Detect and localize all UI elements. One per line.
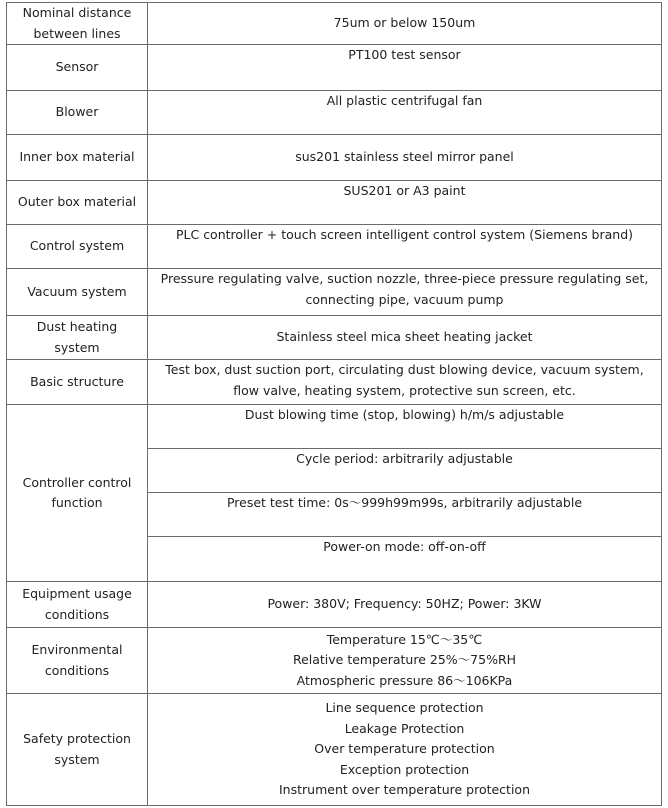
value-line: Leakage Protection	[344, 720, 465, 736]
row-label: Blower	[7, 91, 148, 135]
row-value: Preset test time: 0s～999h99m99s, arbitrarily adjustable	[148, 493, 662, 537]
row-value: Power-on mode: off-on-off	[148, 537, 662, 582]
row-label: Inner box material	[7, 135, 148, 181]
row-value: PLC controller + touch screen intelligent control system (Siemens brand)	[148, 225, 662, 269]
value-line: Relative temperature 25%～75%RH	[292, 652, 517, 668]
value-line: Temperature 15℃～35℃	[326, 631, 483, 647]
row-label: Vacuum system	[7, 269, 148, 316]
row-value: 75um or below 150um	[148, 3, 662, 45]
table-row	[7, 225, 662, 269]
row-label: Sensor	[7, 45, 148, 91]
value-line: Line sequence protection	[325, 700, 484, 716]
table-row	[7, 45, 662, 91]
row-value	[148, 628, 662, 694]
row-value: SUS201 or A3 paint	[148, 181, 662, 225]
table-row	[7, 582, 662, 628]
table-row	[7, 91, 662, 135]
table-row	[7, 269, 662, 316]
spec-table	[6, 2, 662, 806]
row-label: Equipment usage conditions	[7, 582, 148, 628]
row-value: Dust blowing time (stop, blowing) h/m/s adjustable	[148, 405, 662, 449]
table-row	[7, 694, 662, 806]
row-value: PT100 test sensor	[148, 45, 662, 91]
row-label: Basic structure	[7, 360, 148, 405]
value-line: Exception protection	[339, 761, 470, 777]
table-row	[7, 628, 662, 694]
row-value: Power: 380V; Frequency: 50HZ; Power: 3KW	[148, 582, 662, 628]
row-label: Outer box material	[7, 181, 148, 225]
value-line: Over temperature protection	[314, 741, 495, 757]
value-line: Atmospheric pressure 86～106KPa	[296, 672, 513, 688]
table-row	[7, 181, 662, 225]
row-label: Control system	[7, 225, 148, 269]
row-value	[148, 694, 662, 806]
row-value: Test box, dust suction port, circulating dust blowing device, vacuum system, flow valve, heating system, protective sun screen, etc.	[148, 360, 662, 405]
row-label: Safety protection system	[7, 694, 148, 806]
row-label: Nominal distance between lines	[7, 3, 148, 45]
row-label: Environmental conditions	[7, 628, 148, 694]
row-value: All plastic centrifugal fan	[148, 91, 662, 135]
table-row	[7, 405, 662, 449]
row-value: Cycle period: arbitrarily adjustable	[148, 449, 662, 493]
row-label: Dust heating system	[7, 316, 148, 360]
table-row	[7, 316, 662, 360]
row-label: Controller control function	[7, 405, 148, 582]
table-row	[7, 3, 662, 45]
table-row	[7, 135, 662, 181]
value-line: Instrument over temperature protection	[279, 782, 530, 798]
row-value: sus201 stainless steel mirror panel	[148, 135, 662, 181]
row-value: Pressure regulating valve, suction nozzle, three-piece pressure regulating set, connecting pipe, vacuum pump	[148, 269, 662, 316]
table-row	[7, 360, 662, 405]
row-value: Stainless steel mica sheet heating jacket	[148, 316, 662, 360]
